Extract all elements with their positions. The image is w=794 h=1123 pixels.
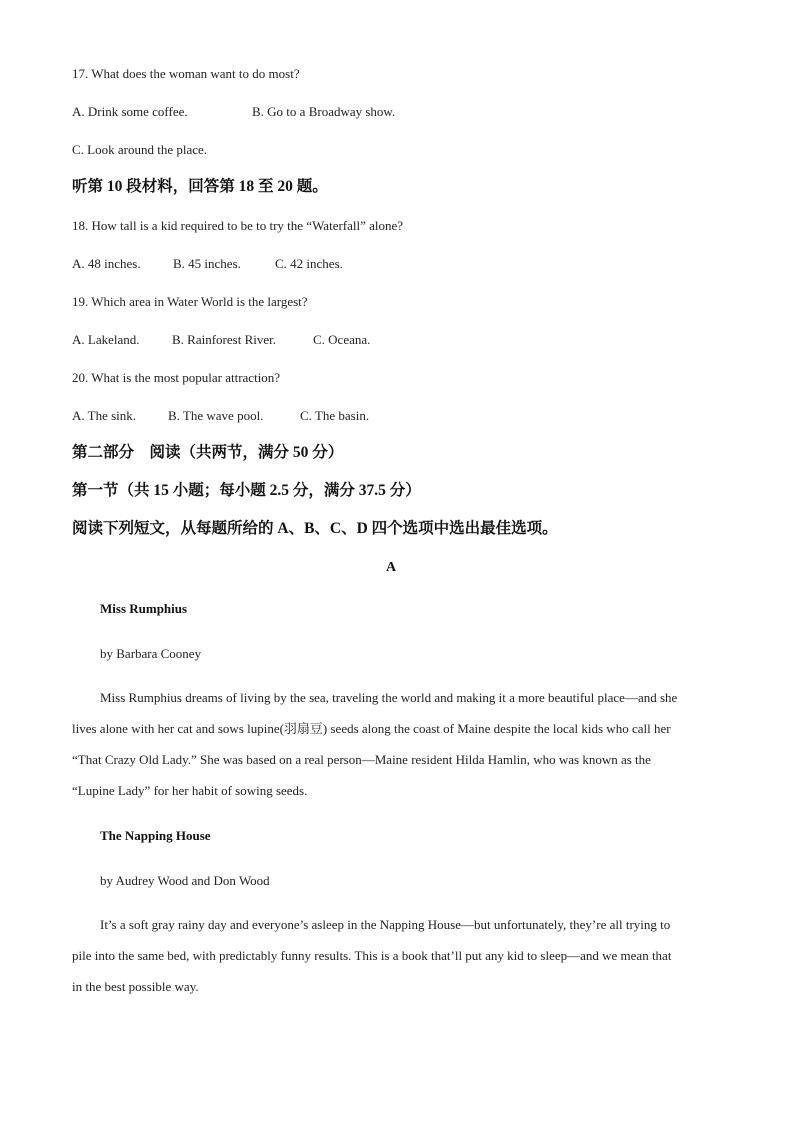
book-1-title: Miss Rumphius [100,601,188,616]
book-1-line-4: “Lupine Lady” for her habit of sowing seeds. [72,783,308,798]
question-20-stem: 20. What is the most popular attraction? [72,370,281,385]
book-2-title: The Napping House [100,828,211,843]
question-18-option-b: B. 45 inches. [173,256,241,271]
book-1-line-3: “That Crazy Old Lady.” She was based on a real person—Maine resident Hilda Hamlin, who was known as the [72,752,651,767]
book-2-author: by Audrey Wood and Don Wood [100,873,270,888]
question-17-option-c: C. Look around the place. [72,142,208,157]
question-18-stem: 18. How tall is a kid required to be to try the “Waterfall” alone? [72,218,404,233]
question-17-stem: 17. What does the woman want to do most? [72,66,300,81]
question-19-stem: 19. Which area in Water World is the largest? [72,294,308,309]
question-18-option-a: A. 48 inches. [72,256,141,271]
question-20-option-b: B. The wave pool. [168,408,264,423]
part-2-heading: 第二部分 阅读（共两节，满分 50 分） [72,444,344,461]
book-2-line-2: pile into the same bed, with predictably funny results. This is a book that’ll put any kid to sleep—and we mean that [72,948,672,963]
question-19-option-b: B. Rainforest River. [172,332,276,347]
question-20-option-c: C. The basin. [300,408,370,423]
book-1-line-1: Miss Rumphius dreams of living by the sea, traveling the world and making it a more beautiful place—and she [100,690,678,705]
passage-label: A [386,560,397,575]
question-19-option-a: A. Lakeland. [72,332,140,347]
section-1-heading: 第一节（共 15 小题；每小题 2.5 分，满分 37.5 分） [72,482,421,499]
question-20-option-a: A. The sink. [72,408,137,423]
book-2-line-1: It’s a soft gray rainy day and everyone’s asleep in the Napping House—but unfortunately, they’re all trying to [100,917,671,932]
question-17-option-b: B. Go to a Broadway show. [252,104,396,119]
book-2-line-3: in the best possible way. [72,979,199,994]
question-17-option-a: A. Drink some coffee. [72,104,188,119]
section-10-heading: 听第 10 段材料，回答第 18 至 20 题。 [72,178,328,195]
question-18-option-c: C. 42 inches. [275,256,343,271]
question-19-option-c: C. Oceana. [313,332,371,347]
book-1-line-2: lives alone with her cat and sows lupine(羽扇豆) seeds along the coast of Maine despite the local kids who call her [72,721,671,736]
book-1-author: by Barbara Cooney [100,646,202,661]
reading-instruction: 阅读下列短文，从每题所给的 A、B、C、D 四个选项中选出最佳选项。 [72,520,558,537]
